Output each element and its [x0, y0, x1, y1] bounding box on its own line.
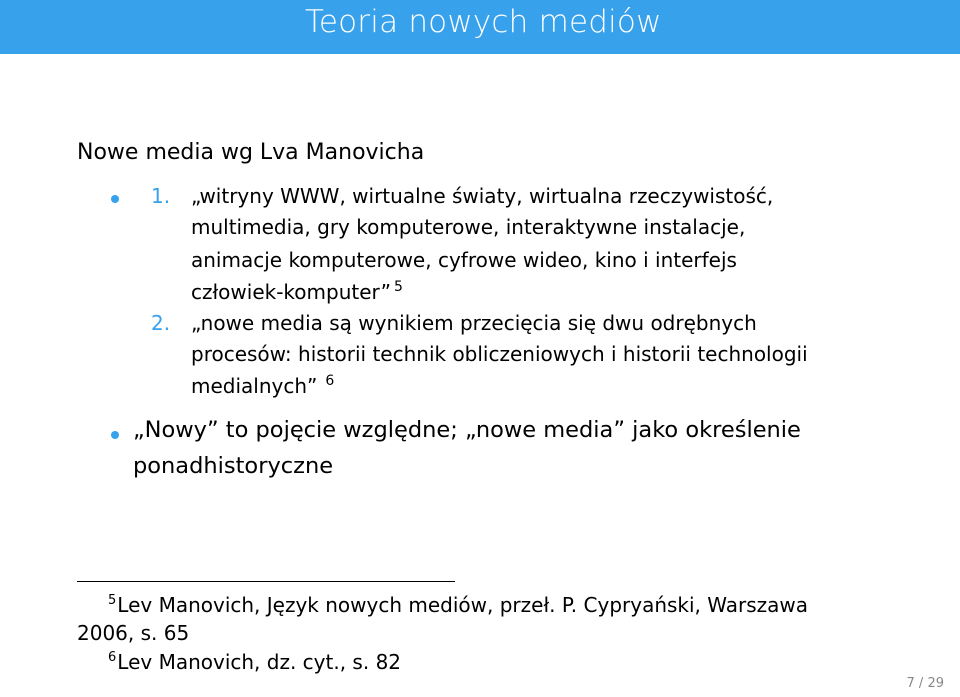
footnote-6-mark: 6 — [108, 650, 117, 666]
footnote-ref-6[interactable]: 6 — [325, 373, 335, 390]
footnote-6-line-1 — [108, 650, 401, 674]
footnote-ref-5[interactable]: 5 — [393, 279, 403, 296]
bullet-2-line-2: ponadhistoryczne — [133, 453, 334, 479]
footnote-5-mark: 5 — [108, 593, 117, 609]
footnote-5-line-2: 2006, s. 65 — [77, 621, 190, 645]
item-1-line-2: multimedia, gry komputerowe, interaktywne instalacje, — [191, 215, 746, 239]
item-2-line-1: „nowe media są wynikiem przecięcia się dwu odrębnych — [191, 311, 757, 335]
bullet-2-marker — [111, 431, 119, 439]
page-indicator: 7 / 29 — [906, 676, 944, 691]
slide-title: Teoria nowych mediów — [305, 4, 662, 40]
item-2-line-3-text: medialnych” — [191, 374, 318, 398]
item-1-number: 1. — [151, 184, 171, 208]
item-1-line-4-text: człowiek-komputer” — [191, 280, 391, 304]
footnote-5-text: Lev Manovich, Język nowych mediów, przeł. P. Cypryański, Warszawa — [117, 593, 809, 617]
bullet-1-marker — [111, 195, 119, 203]
item-2-line-3 — [191, 374, 334, 398]
footnote-5-line-1 — [108, 593, 808, 617]
footnote-6-text: Lev Manovich, dz. cyt., s. 82 — [117, 650, 402, 674]
item-1-line-4 — [191, 280, 403, 304]
item-1-line-1: „witryny WWW, wirtualne światy, wirtualna rzeczywistość, — [191, 184, 774, 208]
item-2-line-2: procesów: historii technik obliczeniowych i historii technologii — [191, 342, 808, 366]
title-bar — [0, 0, 960, 54]
footnote-separator — [77, 581, 455, 582]
bullet-2-line-1: „Nowy” to pojęcie względne; „nowe media” jako określenie — [133, 417, 801, 443]
section-heading: Nowe media wg Lva Manovicha — [77, 140, 425, 165]
item-1-line-3: animacje komputerowe, cyfrowe wideo, kino i interfejs — [191, 248, 737, 272]
item-2-number: 2. — [151, 311, 171, 335]
